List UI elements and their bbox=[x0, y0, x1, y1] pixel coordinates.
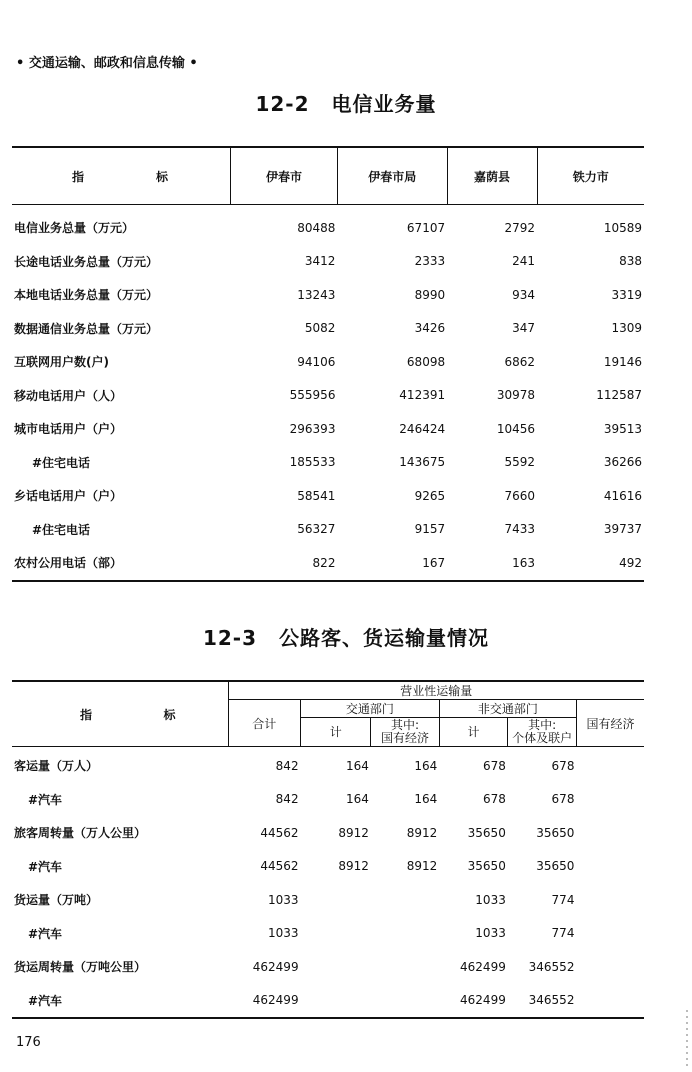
cell-value: 1033 bbox=[268, 892, 299, 907]
column-header: 伊春市 bbox=[231, 147, 338, 205]
row-label: 货运量（万吨） bbox=[14, 893, 99, 908]
table-row bbox=[12, 312, 644, 346]
non-transport-subtotal-header: 计 bbox=[439, 718, 508, 747]
cell-value bbox=[576, 984, 644, 1019]
table2-title bbox=[0, 622, 692, 651]
row-label: #汽车 bbox=[28, 859, 63, 874]
cell-value: 934 bbox=[512, 287, 536, 302]
cell-value: 822 bbox=[312, 555, 336, 570]
table-row bbox=[12, 850, 644, 884]
scan-edge-artifact bbox=[686, 1010, 688, 1070]
table1-number: 12-2 bbox=[255, 92, 310, 116]
cell-value: 462499 bbox=[252, 959, 299, 974]
cell-value bbox=[576, 816, 644, 850]
cell-value: 1033 bbox=[475, 892, 506, 907]
cell-value: 35650 bbox=[536, 859, 575, 874]
row-label: #汽车 bbox=[28, 993, 63, 1008]
cell-value: 68098 bbox=[406, 354, 446, 369]
cell-value: 1309 bbox=[611, 321, 642, 336]
table-row bbox=[12, 245, 644, 279]
cell-value bbox=[301, 950, 371, 984]
cell-value: 164 bbox=[414, 758, 438, 773]
cell-value: 678 bbox=[482, 792, 506, 807]
cell-value: 39737 bbox=[603, 522, 642, 537]
column-header: 铁力市 bbox=[537, 147, 644, 205]
state-economy-header: 国有经济 bbox=[576, 700, 644, 747]
cell-value bbox=[576, 950, 644, 984]
cell-value: 346552 bbox=[528, 959, 575, 974]
transport-state-header-line2: 国有经济 bbox=[381, 731, 430, 745]
transport-state-header-line1: 其中: bbox=[391, 718, 420, 732]
page-number: 176 bbox=[16, 1035, 41, 1050]
cell-value: 2792 bbox=[504, 220, 536, 235]
table-row bbox=[12, 883, 644, 917]
cell-value: 842 bbox=[275, 792, 299, 807]
cell-value: 185533 bbox=[289, 455, 336, 470]
table-row bbox=[12, 984, 644, 1019]
non-transport-private-header-line1: 其中: bbox=[528, 718, 557, 732]
indicator-header bbox=[12, 147, 231, 205]
cell-value: 7660 bbox=[504, 488, 536, 503]
cell-value: 41616 bbox=[603, 488, 642, 503]
row-label: #住宅电话 bbox=[32, 455, 91, 470]
row-label: #汽车 bbox=[28, 792, 63, 807]
table-row bbox=[12, 917, 644, 951]
table-row bbox=[12, 546, 644, 581]
cell-value: 346552 bbox=[528, 993, 575, 1008]
non-transport-private-header bbox=[508, 718, 577, 747]
row-label: 乡话电话用户（户） bbox=[14, 489, 123, 504]
transport-dept-header: 交通部门 bbox=[301, 700, 440, 718]
cell-value: 58541 bbox=[297, 488, 336, 503]
cell-value: 35650 bbox=[467, 859, 506, 874]
row-label: 移动电话用户（人） bbox=[14, 388, 123, 403]
row-label: 本地电话业务总量（万元） bbox=[14, 288, 159, 303]
row-label: 电信业务总量（万元） bbox=[14, 221, 135, 236]
telecom-table bbox=[12, 146, 644, 582]
cell-value: 241 bbox=[512, 254, 536, 269]
cell-value: 164 bbox=[345, 758, 369, 773]
cell-value: 462499 bbox=[252, 993, 299, 1008]
cell-value: 7433 bbox=[504, 522, 536, 537]
indicator-header-char-2: 标 bbox=[155, 169, 168, 184]
cell-value: 13243 bbox=[297, 287, 336, 302]
row-label: 互联网用户数(户) bbox=[14, 355, 109, 370]
table-row bbox=[12, 747, 644, 783]
cell-value: 19146 bbox=[603, 354, 642, 369]
cell-value: 555956 bbox=[289, 388, 336, 403]
cell-value: 67107 bbox=[406, 220, 446, 235]
cell-value: 5082 bbox=[304, 321, 336, 336]
table1-title-text: 电信业务量 bbox=[331, 92, 437, 116]
column-header: 嘉荫县 bbox=[447, 147, 537, 205]
cell-value bbox=[371, 883, 439, 917]
cell-value: 167 bbox=[422, 555, 446, 570]
cell-value: 9157 bbox=[414, 522, 446, 537]
cell-value: 6862 bbox=[504, 354, 536, 369]
cell-value: 143675 bbox=[399, 455, 446, 470]
cell-value: 678 bbox=[551, 792, 575, 807]
cell-value: 3319 bbox=[611, 287, 642, 302]
table-row bbox=[12, 950, 644, 984]
row-label: #住宅电话 bbox=[32, 522, 91, 537]
table-row bbox=[12, 446, 644, 480]
cell-value: 774 bbox=[551, 926, 575, 941]
table-row bbox=[12, 205, 644, 245]
cell-value bbox=[576, 783, 644, 817]
cell-value: 9265 bbox=[414, 488, 446, 503]
cell-value: 44562 bbox=[260, 859, 299, 874]
cell-value bbox=[576, 850, 644, 884]
cell-value bbox=[576, 917, 644, 951]
cell-value: 80488 bbox=[297, 220, 336, 235]
cell-value: 164 bbox=[414, 792, 438, 807]
cell-value: 5592 bbox=[504, 455, 536, 470]
cell-value: 3426 bbox=[414, 321, 446, 336]
cell-value bbox=[301, 883, 371, 917]
total-header: 合计 bbox=[228, 700, 301, 747]
cell-value bbox=[371, 984, 439, 1019]
running-header: • 交通运输、邮政和信息传输 • bbox=[16, 56, 198, 71]
cell-value bbox=[301, 984, 371, 1019]
row-label: 旅客周转量（万人公里） bbox=[14, 826, 147, 841]
table-row bbox=[12, 278, 644, 312]
cell-value: 246424 bbox=[399, 421, 446, 436]
non-transport-private-header-line2: 个体及联户 bbox=[512, 731, 573, 745]
table2-number: 12-3 bbox=[202, 626, 258, 650]
cell-value: 347 bbox=[512, 321, 536, 336]
cell-value: 163 bbox=[512, 555, 536, 570]
transport-subtotal-header: 计 bbox=[301, 718, 371, 747]
road-transport-table bbox=[12, 680, 644, 1019]
indicator-header-char-2: 标 bbox=[163, 707, 176, 722]
table2-title-text: 公路客、货运输量情况 bbox=[279, 626, 490, 650]
cell-value: 112587 bbox=[596, 388, 642, 403]
cell-value: 36266 bbox=[603, 455, 642, 470]
row-label: 客运量（万人） bbox=[14, 759, 99, 774]
cell-value: 8912 bbox=[338, 825, 369, 840]
cell-value: 44562 bbox=[260, 825, 299, 840]
table-row bbox=[12, 479, 644, 513]
cell-value: 462499 bbox=[460, 993, 506, 1008]
cell-value: 492 bbox=[619, 555, 642, 570]
cell-value: 94106 bbox=[297, 354, 336, 369]
table-row bbox=[12, 513, 644, 547]
table1-title bbox=[0, 88, 692, 117]
indicator-header bbox=[12, 681, 228, 747]
cell-value: 10589 bbox=[603, 220, 642, 235]
table-row bbox=[12, 783, 644, 817]
cell-value: 678 bbox=[551, 758, 575, 773]
cell-value: 462499 bbox=[460, 959, 506, 974]
row-label: 城市电话用户（户） bbox=[14, 422, 123, 437]
cell-value: 8912 bbox=[338, 859, 369, 874]
cell-value bbox=[576, 883, 644, 917]
table-row bbox=[12, 412, 644, 446]
cell-value: 678 bbox=[482, 758, 506, 773]
cell-value: 10456 bbox=[496, 421, 536, 436]
cell-value: 842 bbox=[275, 758, 299, 773]
cell-value: 8912 bbox=[406, 825, 438, 840]
cell-value bbox=[301, 917, 371, 951]
cell-value: 1033 bbox=[475, 926, 506, 941]
cell-value: 774 bbox=[551, 892, 575, 907]
cell-value: 30978 bbox=[496, 388, 536, 403]
cell-value: 838 bbox=[619, 254, 642, 269]
row-label: #汽车 bbox=[28, 926, 63, 941]
table-row bbox=[12, 345, 644, 379]
transport-state-header bbox=[371, 718, 439, 747]
cell-value bbox=[576, 747, 644, 783]
row-label: 货运周转量（万吨公里） bbox=[14, 960, 147, 975]
cell-value: 56327 bbox=[297, 522, 336, 537]
indicator-header-char-1: 指 bbox=[80, 707, 93, 722]
cell-value: 8912 bbox=[406, 859, 438, 874]
cell-value: 1033 bbox=[268, 926, 299, 941]
non-transport-dept-header: 非交通部门 bbox=[439, 700, 576, 718]
indicator-header-char-1: 指 bbox=[72, 169, 85, 184]
cell-value: 39513 bbox=[603, 421, 642, 436]
cell-value: 8990 bbox=[414, 287, 446, 302]
table-row bbox=[12, 816, 644, 850]
cell-value: 296393 bbox=[289, 421, 336, 436]
row-label: 长途电话业务总量（万元） bbox=[14, 254, 159, 269]
table-row bbox=[12, 379, 644, 413]
operating-transport-header: 营业性运输量 bbox=[228, 681, 644, 700]
cell-value: 35650 bbox=[467, 825, 506, 840]
cell-value: 3412 bbox=[304, 254, 336, 269]
cell-value: 164 bbox=[345, 792, 369, 807]
cell-value: 412391 bbox=[399, 388, 446, 403]
column-header: 伊春市局 bbox=[337, 147, 447, 205]
cell-value: 35650 bbox=[536, 825, 575, 840]
row-label: 数据通信业务总量（万元） bbox=[14, 321, 159, 336]
telecom-table-header bbox=[12, 147, 644, 205]
row-label: 农村公用电话（部） bbox=[14, 556, 123, 571]
cell-value: 2333 bbox=[414, 254, 446, 269]
cell-value bbox=[371, 917, 439, 951]
cell-value bbox=[371, 950, 439, 984]
